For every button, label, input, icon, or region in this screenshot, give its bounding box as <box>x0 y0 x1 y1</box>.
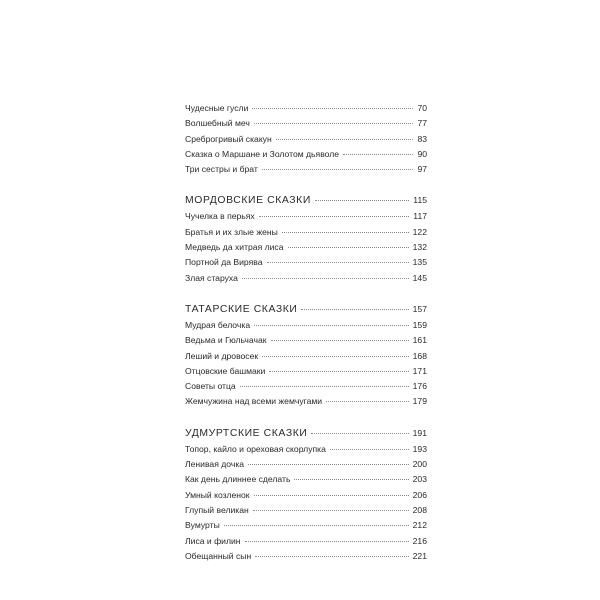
dot-leader <box>262 356 409 357</box>
toc-entry[interactable] <box>185 147 427 162</box>
toc-entry-title: Глупый великан <box>185 504 249 515</box>
toc-entry-title: Топор, кайло и ореховая скорлупка <box>185 443 326 454</box>
toc-entry-page: 206 <box>412 489 427 500</box>
dot-leader <box>326 401 409 402</box>
toc-entry[interactable] <box>185 534 427 549</box>
toc-entry-title: Ведьма и Гюльчачак <box>185 335 267 346</box>
dot-leader <box>242 278 409 279</box>
toc-entry-page: 176 <box>412 381 427 392</box>
toc-entry[interactable] <box>185 394 427 409</box>
dot-leader <box>343 154 413 155</box>
dot-leader <box>269 371 408 372</box>
toc-entry-title: Отцовские башмаки <box>185 365 266 376</box>
section-heading-page: 115 <box>413 195 427 206</box>
toc-section-continued <box>185 101 427 177</box>
toc-entry[interactable] <box>185 101 427 116</box>
toc-entry[interactable] <box>185 518 427 533</box>
toc-entry[interactable] <box>185 225 427 240</box>
toc-entry-title: Жемчужина над всеми жемчугами <box>185 396 323 407</box>
toc-entry[interactable] <box>185 333 427 348</box>
dot-leader <box>271 340 409 341</box>
toc-entry-page: 159 <box>412 319 427 330</box>
toc-entry-page: 161 <box>412 335 427 346</box>
toc-entry-title: Братья и их злые жены <box>185 226 278 237</box>
dot-leader <box>240 386 409 387</box>
toc-entry-title: Мудрая белочка <box>185 319 251 330</box>
toc-entry[interactable] <box>185 255 427 270</box>
dot-leader <box>301 309 408 310</box>
toc-entry-title: Волшебный меч <box>185 118 250 129</box>
table-of-contents <box>185 101 427 564</box>
toc-entry-page: 200 <box>412 459 427 470</box>
dot-leader <box>254 123 414 124</box>
dot-leader <box>282 232 409 233</box>
section-heading-title: УДМУРТСКИЕ СКАЗКИ <box>185 427 308 439</box>
section-heading-title: МОРДОВСКИЕ СКАЗКИ <box>185 195 311 207</box>
toc-entry[interactable] <box>185 364 427 379</box>
toc-entry-page: 168 <box>412 350 427 361</box>
toc-entry[interactable] <box>185 442 427 457</box>
toc-entry-title: Леший и дровосек <box>185 350 259 361</box>
toc-entry-title: Как день длиннее сделать <box>185 474 291 485</box>
toc-entry[interactable] <box>185 318 427 333</box>
toc-entry-title: Обещанный сын <box>185 550 252 561</box>
toc-entry-page: 135 <box>412 257 427 268</box>
toc-entry-title: Медведь да хитрая лиса <box>185 242 284 253</box>
toc-entry-page: 83 <box>417 133 427 144</box>
dot-leader <box>315 200 409 201</box>
toc-entry[interactable] <box>185 472 427 487</box>
dot-leader <box>245 541 409 542</box>
toc-entry[interactable] <box>185 549 427 564</box>
toc-entry-page: 171 <box>412 365 427 376</box>
toc-section-tatar <box>185 301 427 410</box>
toc-entry-page: 216 <box>412 535 427 546</box>
toc-entry-title: Среброгривый скакун <box>185 133 272 144</box>
toc-entry-page: 122 <box>412 226 427 237</box>
dot-leader <box>255 556 408 557</box>
dot-leader <box>311 433 408 434</box>
toc-entry-page: 208 <box>412 504 427 515</box>
toc-section-heading[interactable] <box>185 192 427 209</box>
section-heading-title: ТАТАРСКИЕ СКАЗКИ <box>185 303 298 315</box>
toc-entry-title: Вумурты <box>185 520 220 531</box>
toc-entry-title: Чудесные гусли <box>185 103 249 113</box>
toc-section-heading[interactable] <box>185 425 427 442</box>
toc-entry[interactable] <box>185 488 427 503</box>
toc-entry[interactable] <box>185 349 427 364</box>
dot-leader <box>330 449 409 450</box>
toc-section-udmurt <box>185 425 427 564</box>
toc-section-mordovian <box>185 192 427 285</box>
toc-entry-page: 77 <box>417 118 427 129</box>
dot-leader <box>267 262 409 263</box>
toc-entry[interactable] <box>185 379 427 394</box>
toc-entry[interactable] <box>185 271 427 286</box>
toc-entry-page: 117 <box>413 211 427 222</box>
dot-leader <box>254 495 409 496</box>
toc-section-heading[interactable] <box>185 301 427 318</box>
dot-leader <box>288 247 409 248</box>
toc-entry-title: Ленивая дочка <box>185 459 245 470</box>
toc-entry[interactable] <box>185 116 427 131</box>
dot-leader <box>254 325 409 326</box>
toc-entry[interactable] <box>185 457 427 472</box>
dot-leader <box>252 108 413 109</box>
dot-leader <box>259 216 410 217</box>
toc-entry-page: 203 <box>412 474 427 485</box>
dot-leader <box>253 510 409 511</box>
dot-leader <box>294 479 408 480</box>
toc-entry-page: 179 <box>412 396 427 407</box>
section-heading-page: 157 <box>412 303 427 314</box>
toc-entry-page: 193 <box>412 443 427 454</box>
toc-entry[interactable] <box>185 240 427 255</box>
toc-entry-title: Лиса и филин <box>185 535 241 546</box>
dot-leader <box>248 464 409 465</box>
toc-entry-page: 97 <box>417 164 427 175</box>
toc-entry-title: Чучелка в перьях <box>185 211 255 222</box>
toc-entry-title: Умный козленок <box>185 489 250 500</box>
dot-leader <box>276 139 414 140</box>
toc-entry-page: 212 <box>412 520 427 531</box>
toc-entry-title: Сказка о Маршане и Золотом дьяволе <box>185 148 340 159</box>
toc-entry[interactable] <box>185 132 427 147</box>
toc-entry-page: 90 <box>417 148 427 159</box>
toc-entry-page: 221 <box>412 550 427 561</box>
toc-entry-title: Три сестры и брат <box>185 164 258 175</box>
section-heading-page: 191 <box>412 427 427 438</box>
toc-entry[interactable] <box>185 209 427 224</box>
dot-leader <box>262 169 414 170</box>
dot-leader <box>224 525 409 526</box>
toc-entry-page: 70 <box>417 103 427 113</box>
toc-entry-page: 145 <box>412 272 427 283</box>
toc-entry[interactable] <box>185 503 427 518</box>
toc-entry-title: Портной да Вирява <box>185 257 263 268</box>
toc-entry-title: Злая старуха <box>185 272 238 283</box>
toc-entry-page: 132 <box>412 242 427 253</box>
toc-entry[interactable] <box>185 162 427 177</box>
toc-entry-title: Советы отца <box>185 381 236 392</box>
